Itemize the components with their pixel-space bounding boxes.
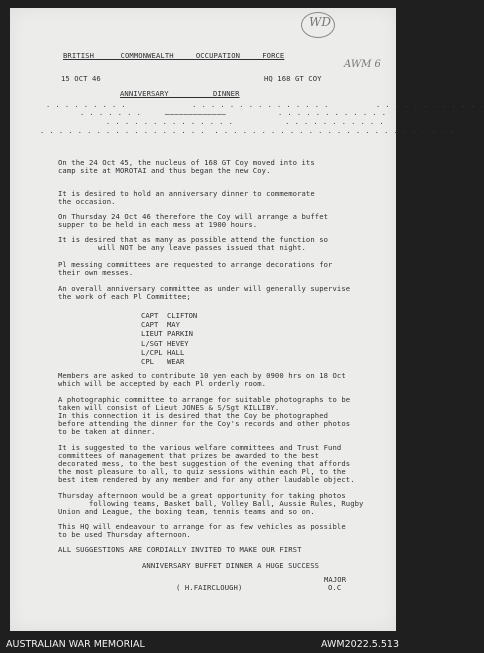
paragraph-line: supper to be held in each mess at 1900 hours.	[58, 220, 258, 229]
paragraph-line: will NOT be any leave passes issued that night.	[58, 243, 306, 252]
committee-member: LIEUT PARKIN	[141, 329, 193, 339]
paragraph-line: It is suggested to the various welfare committees and Trust Fund	[58, 443, 342, 452]
decorative-dots: · · · · · · · · · · · · · · · · · · · · · · · · · · · · · · · · · · · ·	[46, 103, 484, 111]
paragraph-line: Union and League, the boxing team, tennis teams and so on.	[58, 507, 315, 516]
paragraph-line: This HQ will endeavour to arrange for as few vehicles as possible	[58, 522, 346, 531]
signature-role: O.C	[328, 583, 342, 592]
paragraph-line: On the 24 Oct 45, the nucleus of 168 GT Coy moved into its	[58, 158, 315, 167]
committee-member: CPL WEAR	[141, 357, 185, 367]
paragraph-line: Thursday afternoon would be a great opportunity for taking photos	[58, 491, 346, 500]
archive-source: AUSTRALIAN WAR MEMORIAL	[6, 639, 145, 650]
committee-member: CAPT CLIFTON	[141, 311, 198, 320]
paragraph-line: following teams, Basket ball, Volley Ball, Aussie Rules, Rugby	[58, 499, 364, 508]
paragraph-line: the occasion.	[58, 197, 116, 206]
paragraph-line: to be taken at dinner.	[58, 427, 156, 436]
archive-footer	[0, 636, 405, 653]
paragraph-line: decorated mess, to the best suggestion of the evening that affords	[58, 459, 351, 468]
committee-member: CAPT MAY	[141, 320, 180, 330]
paragraph-line: their own messes.	[58, 268, 134, 277]
header-date: 15 OCT 46	[61, 74, 101, 83]
paragraph-line: An overall anniversary committee as under will generally supervise	[58, 284, 351, 293]
handwritten-initials: WD	[309, 15, 331, 29]
decorative-dots: · · · · · · · ───────────── · · · · · · · · · · · ·	[80, 111, 387, 119]
document-title: ANNIVERSARY DINNER	[120, 89, 240, 98]
paragraph-line: the most pleasure to all, to quiz sessions within each Pl, to the	[58, 467, 346, 476]
paragraph-line: best item rendered by any member and for any other laudable object.	[58, 475, 355, 484]
paragraph-line: before attending the dinner for the Coy's records and other photos	[58, 419, 351, 428]
decorative-dots: · · · · · · · · · · · · · · · · · · · · · · · · · · · · · · · · · · · · · · · · · · · ·	[40, 129, 455, 137]
paragraph-line: camp site at MOROTAI and thus began the new Coy.	[58, 166, 271, 175]
paragraph-line: On Thursday 24 Oct 46 therefore the Coy will arrange a buffet	[58, 212, 329, 221]
paragraph-line: taken will consist of Lieut JONES & S/Sgt KILLIBY.	[58, 403, 280, 412]
paragraph-line: A photographic committee to arrange for suitable photographs to be	[58, 395, 351, 404]
paragraph-line: the work of each Pl Committee;	[58, 292, 191, 301]
document-page	[10, 8, 484, 631]
closing-line: ALL SUGGESTIONS ARE CORDIALLY INVITED TO MAKE OUR FIRST	[58, 545, 302, 554]
paragraph-line: to be used Thursday afternoon.	[58, 530, 191, 539]
closing-line: ANNIVERSARY BUFFET DINNER A HUGE SUCCESS	[142, 561, 320, 570]
signature-rank: MAJOR	[324, 575, 347, 584]
paragraph-line: Pl messing committees are requested to arrange decorations for	[58, 260, 333, 269]
paragraph-line: which will be accepted by each Pl orderly room.	[58, 379, 267, 388]
paragraph-line: It is desired to hold an anniversary dinner to commemorate	[58, 189, 315, 198]
paragraph-line: committees of management that prizes be awarded to the best	[58, 451, 320, 460]
decorative-dots: · · · · · · · · · · · · · · · · · · · · · · · · ·	[106, 120, 385, 128]
handwritten-reference: AWM 6	[344, 59, 381, 70]
paragraph-line: It is desired that as many as possible attend the function so	[58, 235, 329, 244]
committee-member: L/SGT HEVEY	[141, 338, 189, 348]
paragraph-line: Members are asked to contribute 10 yen each by 0900 hrs on 18 Oct	[58, 371, 346, 380]
committee-member: L/CPL HALL	[141, 347, 185, 357]
header-organisation: BRITISH COMMONWEALTH OCCUPATION FORCE	[63, 51, 285, 60]
signature-name: ( H.FAIRCLOUGH)	[176, 583, 243, 592]
header-unit: HQ 168 GT COY	[264, 74, 322, 83]
paragraph-line: In this connection it is desired that the Coy be photographed	[58, 411, 329, 420]
committee-list	[141, 311, 197, 366]
accession-number: AWM2022.5.513	[321, 639, 399, 650]
